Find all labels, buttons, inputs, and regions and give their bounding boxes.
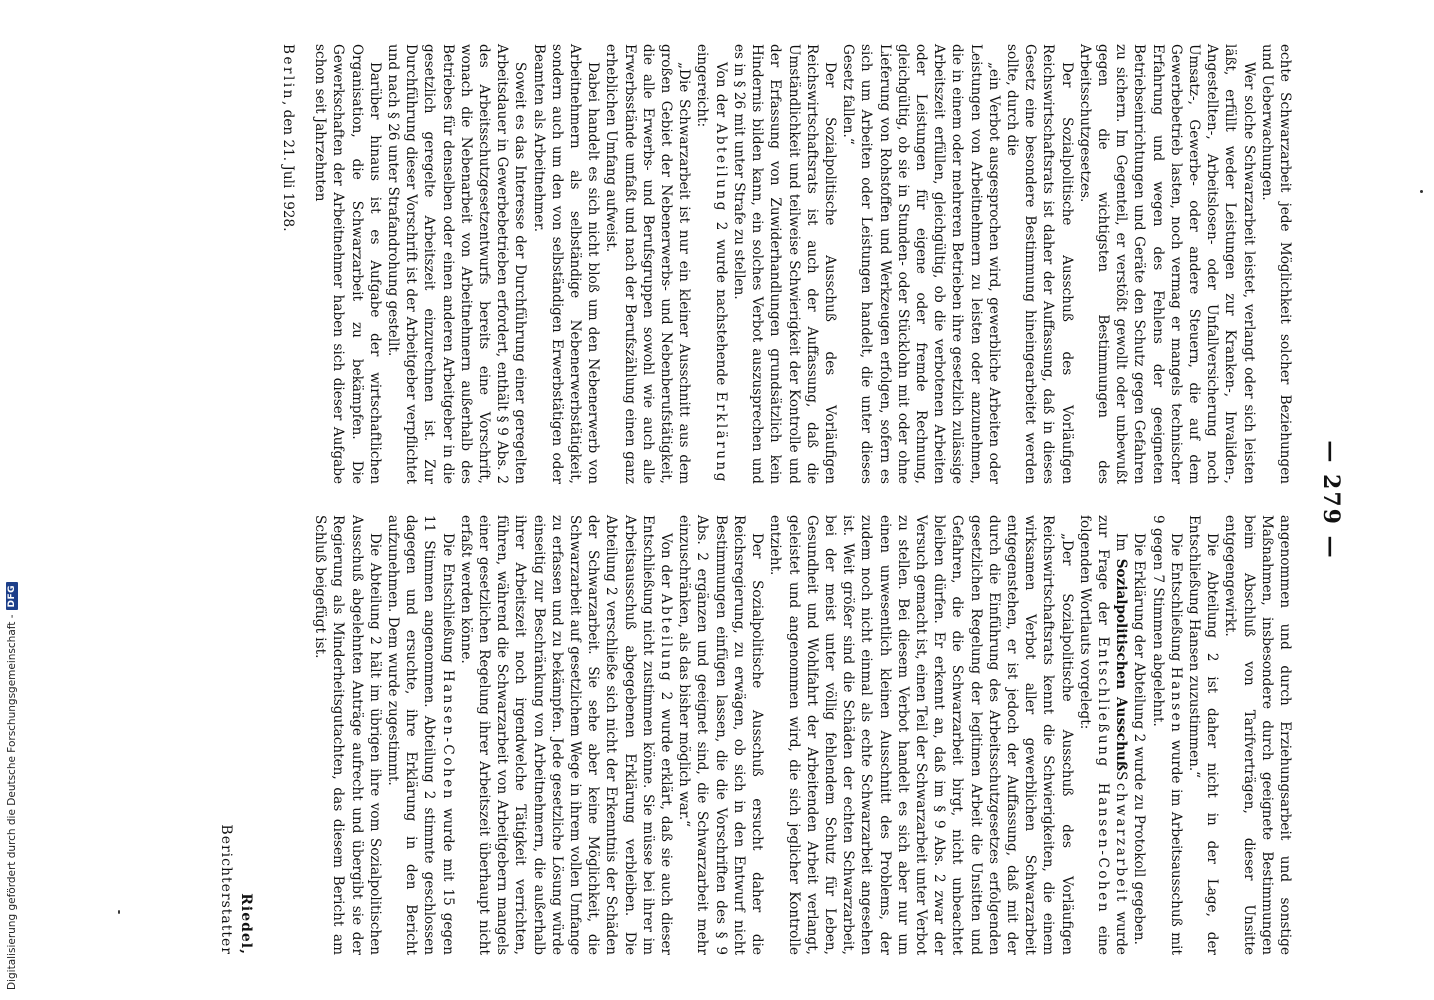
emphasis-spaced: Entschließung Hansen-Cohen: [1094, 636, 1111, 915]
paragraph: [675, 515, 766, 955]
emphasis-spaced: Hansen: [1167, 666, 1184, 735]
emphasis-spaced: Abteilung 2: [712, 123, 729, 233]
paragraph: [384, 515, 457, 955]
digitization-note: [2, 0, 22, 990]
signature-role: Berichterstatter: [218, 824, 234, 955]
speck-mark: [118, 910, 120, 914]
paragraph: [730, 44, 839, 484]
paragraph: [457, 515, 675, 955]
paragraph: [602, 44, 693, 484]
dfg-logo-icon: DFG: [6, 582, 18, 611]
emphasis-spaced: Schwarzarbeit: [1113, 771, 1130, 904]
paragraph: [384, 44, 530, 484]
paragraph-text: folgenden Wortlauts vorgelegt:: [1076, 515, 1093, 730]
paragraph: [1003, 44, 1076, 484]
emphasis-bold: Sozialpolitischen Ausschuß: [1113, 558, 1130, 772]
date-text: , den 21. Juli 1928.: [280, 100, 297, 232]
paragraph-text: Die Abteilung 2 ist daher nicht in der Lage, der Entschließung Hansen zuzustimmen.“: [1185, 515, 1221, 955]
emphasis-spaced: Erklärung: [712, 391, 729, 484]
paragraph: [311, 515, 384, 955]
right-column: [311, 515, 1294, 955]
paragraph-text: wurde nachstehende: [712, 232, 729, 392]
paragraph-text: Von der: [712, 62, 729, 124]
paragraph-text: wurde im Arbeitsausschuß mit 9 gegen 7 Stimmen abgelehnt.: [1149, 515, 1184, 955]
paragraph-text: eine: [1094, 914, 1111, 956]
place-name: Berlin: [280, 44, 297, 101]
paragraph-text: Die Abteilung 2 hält im übrigen ihre vom Sozialpolitischen Ausschuß abgelehnten Anträge aufrecht und übergibt sie der Regierung als Minderheitsgutachten, das diesem Bericht am Schluß beigefügt ist.: [312, 515, 383, 955]
paragraph-text: „Der Sozialpolitische Ausschuß des Vorläufigen Reichswirtschaftsrats kennt die Schwierigkeiten, die einem wirksamen Verbot aller gewerblichen Schwarzarbeit entgegenstehen, er ist jedoch der Auffassung, daß mit der durch die Einführung des Arbeitsschutzgesetzes erfolgenden gesetzlichen Regelung der legitimen Arbeit die Unsitten und Gefahren, die die Schwarzarbeit birgt, nicht unbeachtet bleiben dürfen. Er erkennt an, daß im § 9 Abs. 2 zwar der Versuch gemacht ist, einen Teil der Schwarzarbeit unter Verbot zu stellen. Bei diesem Verbot handelt es sich aber nur um einen unwesentlich kleinen Ausschnitt des Problems, der zudem noch nicht einmal als echte Schwarzarbeit angesehen ist. Weit größer sind die Schäden der echten Schwarzarbeit, bei der meist unter völlig fehlendem Schutz für Leben, Gesundheit und Wohlfahrt der Arbeitenden Arbeit verlangt, geleistet und angenommen wird, die sich jeglicher Kontrolle entzieht.: [767, 515, 1075, 955]
paragraph-text: echte Schwarzarbeit jede Möglichkeit solcher Beziehungen und Ueberwachungen.: [1258, 44, 1293, 484]
paragraph-text: Die Entschließung: [1167, 533, 1184, 667]
paragraph-text: Soweit es das Interesse der Durchführung einer geregelten Arbeitsdauer in Gewerbebetrieben erfordert, enthält § 9 Abs. 2 des Arbeitsschutzgesetzentwurfs bereits eine Vorschrift, wonach die Nebenarbeit von Arbeitnehmern außerhalb des Betriebes für denselben oder einen anderen Arbeitgeber in die gesetzlich geregelte Arbeitszeit einzurechnen ist. Zur Durchführung dieser Vorschrift ist der Arbeitgeber verpflichtet und nach § 26 unter Strafandrohung gestellt.: [385, 44, 529, 484]
paragraph: [766, 515, 1075, 955]
paragraph-text: eingereicht:: [694, 44, 711, 128]
paragraph-text: wurde zur Frage der: [1094, 515, 1130, 955]
paragraph-text: wurde mit 15 gegen 11 Stimmen angenommen. Abteilung 2 stimmte geschlossen dagegen und ersuchte, ihre Erklärung in den Bericht aufzunehmen. Dem wurde zugestimmt.: [385, 515, 456, 956]
paragraph: [311, 44, 384, 484]
paragraph-text: angenommen und durch Erziehungsarbeit und sonstige Maßnahmen, insbesondere durch geeignete Bestimmungen beim Abschluß von Tarifverträgen, dieser Unsitte entgegengewirkt.: [1222, 515, 1293, 955]
paragraph: [693, 44, 729, 484]
paragraph: [1076, 515, 1131, 955]
paragraph-text: „ein Verbot ausgesprochen wird, gewerbliche Arbeiten oder Leistungen von Arbeitnehmern zu leisten oder anzunehmen, die in einem oder mehreren Betrieben ihre gesetzlich zulässige Arbeitszeit erfüllen, gleichgültig, ob die verbotenen Arbeiten oder Leistungen für eigene oder fremde Rechnung, gleichgültig, ob sie in Stunden- oder Stücklohn mit oder ohne Lieferung von Rohstoffen und Werkzeugen erfolgen, sofern es sich um Arbeiten oder Leistungen handelt, die unter dieses Gesetz fallen.“: [840, 44, 1002, 484]
paragraph-text: wurde erklärt, daß sie auch dieser Entschließung nicht zustimmen könne. Sie müsse bei ihrer im Arbeitsausschuß abgegebenen Erklärung verbleiben. Die Abteilung 2 verschließe sich nicht der Erkenntnis der Schäden der Schwarzarbeit. Sie sehe aber keine Möglichkeit, die Schwarzarbeit auf gesetzlichem Wege in ihrem vollen Umfange zu erfassen und zu bekämpfen. Jede gesetzliche Lösung würde einseitig zur Beschränkung von Arbeitnehmern, die außerhalb ihrer Arbeitszeit noch irgendwelche Tätigkeit verrichten, führen, während die Schwarzarbeit von Arbeitgebern mangels einer gesetzlichen Regelung ihrer Arbeitszeit überhaupt nicht erfaßt werden könne.: [457, 515, 675, 955]
paragraph-text: Von der: [658, 533, 675, 594]
paragraph-text: Der Sozialpolitische Ausschuß des Vorläufigen Reichswirtschaftsrats ist daher der Auffassung, daß in dieses Gesetz eine besondere Bestimmung hineingearbeitet werden sollte, durch die: [1003, 44, 1075, 484]
paragraph: [839, 44, 1003, 484]
paragraph-text: Im: [1113, 533, 1130, 559]
paragraph: [1130, 515, 1148, 955]
paragraph: [1185, 515, 1221, 955]
paragraph-text: „Die Schwarzarbeit ist nur ein kleiner Ausschnitt aus dem großen Gebiet der Nebenerwerbs- und Nebenberufstätigkeit, die alle Erwerbs- und Berufsgruppen sowohl wie auch alle Erwerbsstände umfaßt und nach der Berufszählung einen ganz erheblichen Umfang aufweist.: [603, 44, 693, 484]
emphasis-spaced: Abteilung 2: [658, 593, 675, 703]
paragraph-text: Die Erklärung der Abteilung 2 wurde zu Protokoll gegeben.: [1131, 533, 1148, 945]
paragraph: [1258, 44, 1294, 484]
paragraph-text: Der Sozialpolitische Ausschuß ersucht daher die Reichsregierung, zu erwägen, ob sich in den Entwurf nicht Bestimmungen einfügen lassen, die die Vorschriften des § 9 Abs. 2 ergänzen und geeignet sind, die Schwarzarbeit mehr einzuschränken, als das bisher möglich war.“: [676, 515, 766, 955]
paragraph-text: Die Entschließung: [439, 533, 456, 670]
emphasis-spaced: Hansen-Cohen: [439, 669, 456, 802]
paragraph: [1148, 515, 1184, 955]
paragraph: [529, 44, 602, 484]
paragraph-text: Wer solche Schwarzarbeit leistet, verlangt oder sich leisten läßt, erfüllt weder Leistungen zur Kranken-, Invaliden-, Angestellten-, Arbeitslosen- oder Unfallversicherung noch Umsatz-, Gewerbe- oder andere Steuern, die auf dem Gewerbebetrieb lasten, noch vermag er mangels technischer Erfahrung und wegen des Fehlens der geeigneten Betriebseinrichtungen und Geräte den Schutz gegen Gefahren zu sichern. Im Gegenteil, er verstößt gewollt oder unbewußt gegen die wichtigsten Bestimmungen des Arbeitsschutzgesetzes.: [1076, 44, 1257, 484]
left-column: [279, 44, 1294, 484]
paragraph: [1076, 44, 1258, 484]
paragraph-text: Darüber hinaus ist es Aufgabe der wirtschaftlichen Organisation, die Schwarzarbeit zu bekämpfen. Die Gewerkschaften der Arbeitnehmer haben sich dieser Aufgabe schon seit Jahrzehnten: [312, 44, 383, 484]
place-date: [279, 44, 297, 484]
digitization-text: Digitalisierung gefördert durch die Deutsche Forschungsgemeinschaft -: [6, 614, 18, 990]
signature-name: Riedel,: [238, 893, 254, 955]
paragraph-text: Der Sozialpolitische Ausschuß des Vorläufigen Reichswirtschaftsrats ist auch der Auffassung, daß die Umständlichkeit und teilweise Schwierigkeit der Kontrolle und der Erfassung von Zuwiderhandlungen grundsätzlich kein Hindernis bilden kann, ein solches Verbot auszusprechen und es in § 26 mit unter Strafe zu stellen.: [730, 44, 838, 484]
paragraph-text: Dabei handelt es sich nicht bloß um den Nebenerwerb von Arbeitnehmern als selbständige Nebenerwerbstätigkeit, sondern auch um den von selbständigen Erwerbstätigen oder Beamten als Arbeitnehmer.: [530, 44, 602, 484]
page-number: — 279 —: [1318, 440, 1344, 560]
paragraph: [1221, 515, 1294, 955]
speck-mark: [1420, 190, 1423, 193]
